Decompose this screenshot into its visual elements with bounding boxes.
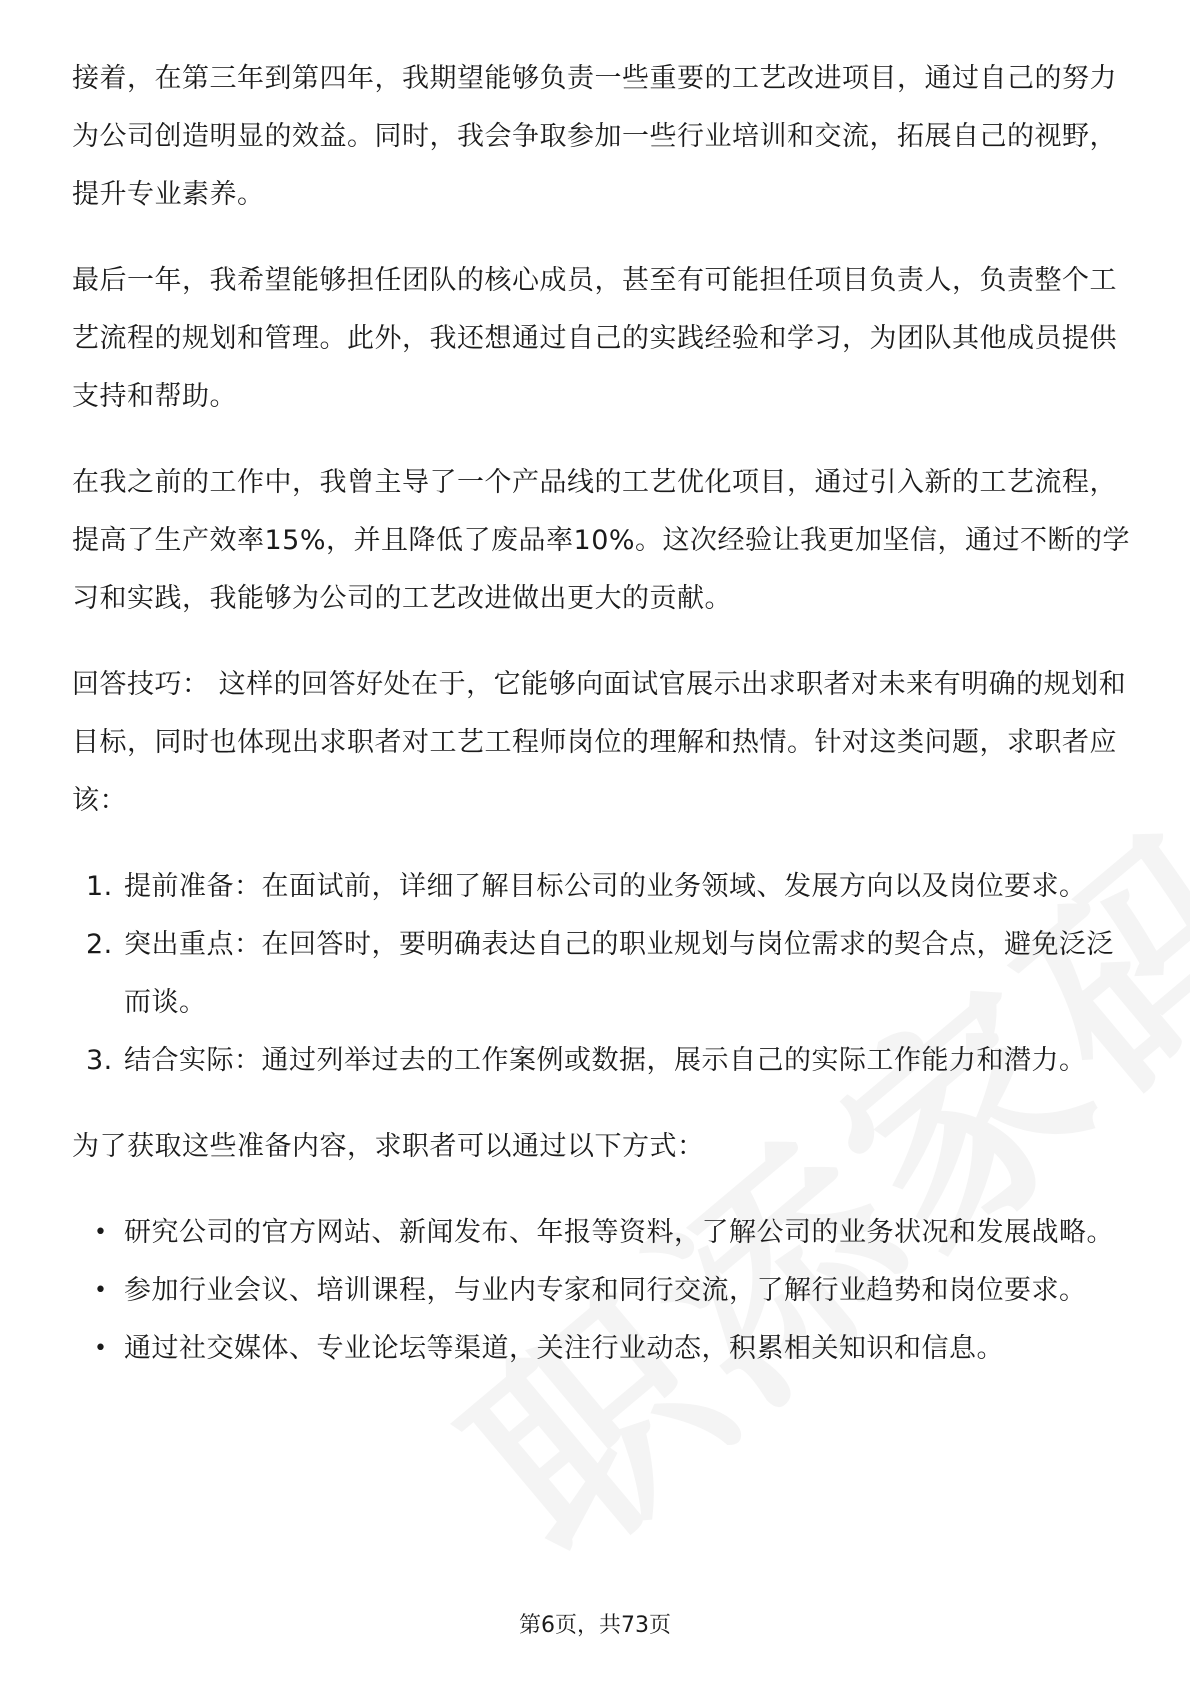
bullet-icon: • [94,1220,108,1245]
document-page [72,50,1132,1406]
list-item-text: 研究公司的官方网站、新闻发布、年报等资料，了解公司的业务状况和发展战略。 [124,1217,1114,1248]
list-item-text: 通过社交媒体、专业论坛等渠道，关注行业动态，积累相关知识和信息。 [124,1333,1004,1364]
list-item-text: 突出重点：在回答时，要明确表达自己的职业规划与岗位需求的契合点，避免泛泛而谈。 [124,929,1114,1018]
bullet-icon: • [94,1278,108,1303]
list-item-text: 参加行业会议、培训课程，与业内专家和同行交流，了解行业趋势和岗位要求。 [124,1275,1087,1306]
list-item [72,1032,1132,1090]
paragraph-plan-final-year: 最后一年，我希望能够担任团队的核心成员，甚至有可能担任项目负责人，负责整个工艺流程的规划和管理。此外，我还想通过自己的实践经验和学习，为团队其他成员提供支持和帮助。 [72,265,1117,412]
list-item [72,916,1132,1032]
numbered-list [72,858,1132,1090]
list-item [72,858,1132,916]
list-item [72,1262,1132,1320]
bullet-icon: • [94,1336,108,1361]
paragraph-past-experience: 在我之前的工作中，我曾主导了一个产品线的工艺优化项目，通过引入新的工艺流程，提高了生产效率15%，并且降低了废品率10%。这次经验让我更加坚信，通过不断的学习和实践，我能够为公司的工艺改进做出更大的贡献。 [72,467,1131,614]
list-item-text: 提前准备：在面试前，详细了解目标公司的业务领域、发展方向以及岗位要求。 [124,871,1087,902]
list-marker: 2. [86,929,113,960]
list-item [72,1320,1132,1378]
list-marker: 1. [86,871,113,902]
paragraph-how-to-prepare: 为了获取这些准备内容，求职者可以通过以下方式： [72,1131,705,1162]
bullet-list [72,1204,1132,1378]
paragraph-answer-tips: 回答技巧： 这样的回答好处在于，它能够向面试官展示出求职者对未来有明确的规划和目标，同时也体现出求职者对工艺工程师岗位的理解和热情。针对这类问题，求职者应该： [72,669,1127,816]
list-marker: 3. [86,1045,113,1076]
paragraph-plan-years-3-4: 接着，在第三年到第四年，我期望能够负责一些重要的工艺改进项目，通过自己的努力为公司创造明显的效益。同时，我会争取参加一些行业培训和交流，拓展自己的视野，提升专业素养。 [72,63,1117,210]
page-number-footer: 第6页，共73页 [519,1613,671,1638]
list-item [72,1204,1132,1262]
list-item-text: 结合实际：通过列举过去的工作案例或数据，展示自己的实际工作能力和潜力。 [124,1045,1087,1076]
